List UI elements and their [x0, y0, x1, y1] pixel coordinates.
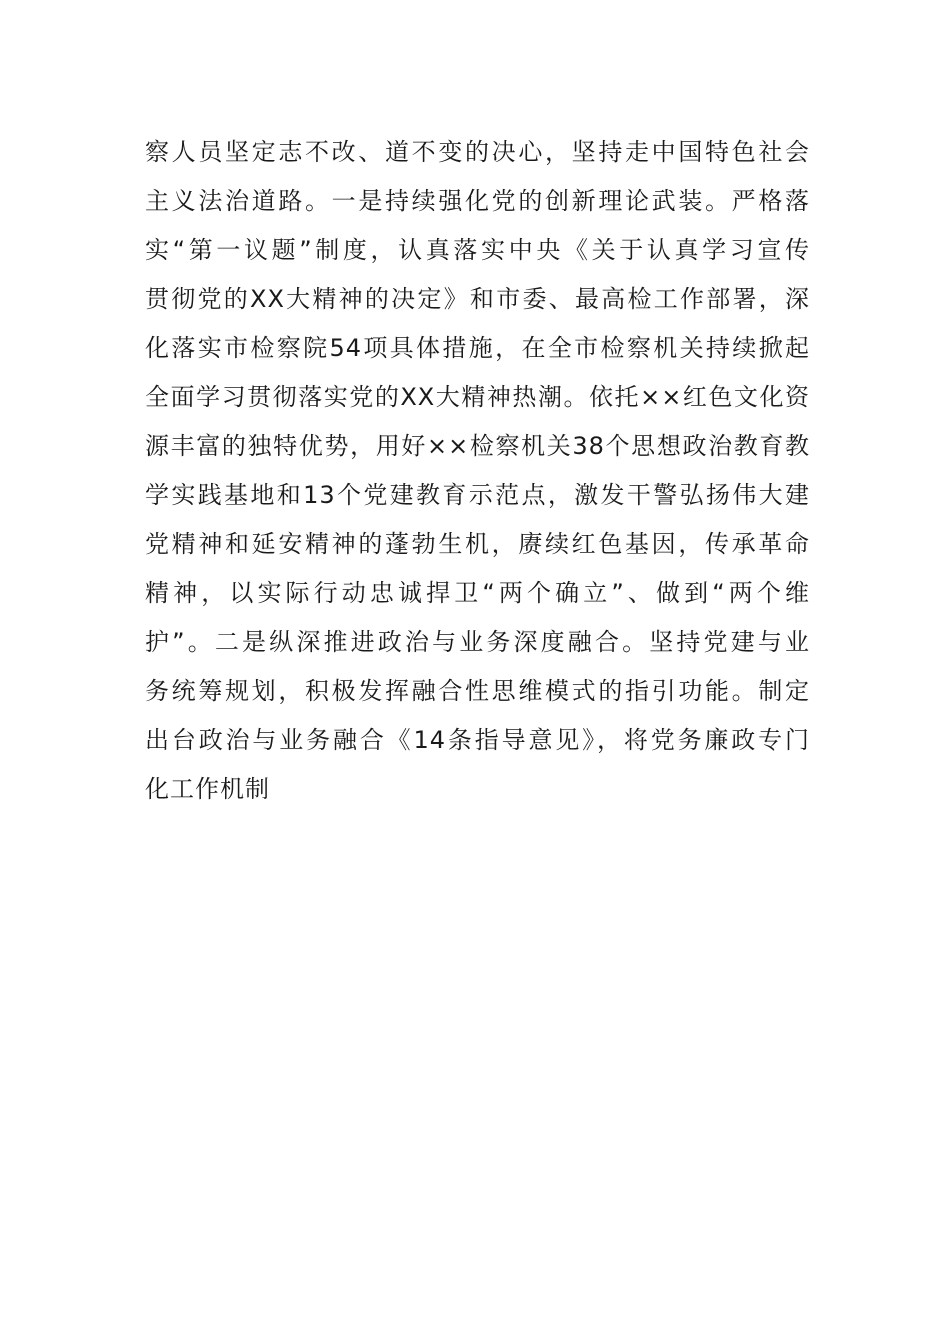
- text-line-13: 出台政治与业务融合《14条指导意见》，将党务廉政专门: [145, 726, 810, 754]
- text-line-1: 察人员坚定志不改、道不变的决心，坚持走中国特色社会: [145, 138, 810, 166]
- text-line-9: 党精神和延安精神的蓬勃生机，赓续红色基因，传承革命: [145, 530, 810, 558]
- text-line-2: 主义法治道路。一是持续强化党的创新理论武装。严格落: [145, 187, 810, 215]
- text-line-11: 护”。二是纵深推进政治与业务深度融合。坚持党建与业: [145, 628, 810, 656]
- text-line-12: 务统筹规划，积极发挥融合性思维模式的指引功能。制定: [145, 677, 810, 705]
- text-line-6: 全面学习贯彻落实党的XX大精神热潮。依托××红色文化资: [145, 383, 810, 411]
- body-paragraph: [145, 128, 810, 814]
- text-line-5: 化落实市检察院54项具体措施，在全市检察机关持续掀起: [145, 334, 810, 362]
- text-line-8: 学实践基地和13个党建教育示范点，激发干警弘扬伟大建: [145, 481, 810, 509]
- text-line-3: 实“第一议题”制度，认真落实中央《关于认真学习宣传: [145, 236, 810, 264]
- text-line-7: 源丰富的独特优势，用好××检察机关38个思想政治教育教: [145, 432, 810, 460]
- text-line-10: 精神，以实际行动忠诚捍卫“两个确立”、做到“两个维: [145, 579, 810, 607]
- text-line-14: 化工作机制: [145, 775, 270, 803]
- text-line-4: 贯彻党的XX大精神的决定》和市委、最高检工作部署，深: [145, 285, 810, 313]
